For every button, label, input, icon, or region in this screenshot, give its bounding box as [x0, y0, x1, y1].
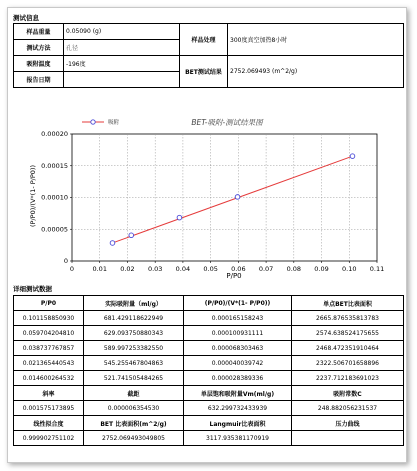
table-cell: 0.000028389336: [184, 371, 292, 386]
table-cell: 2237.712183691023: [292, 371, 404, 386]
table-cell: 681.429118622949: [84, 311, 184, 326]
x-tick-label: 0.07: [258, 265, 274, 273]
table-cell: 单层饱和吸附量Vm(ml/g): [184, 386, 292, 401]
table-cell: 0.000006354530: [84, 401, 184, 416]
table-cell: 0.000165158243: [184, 311, 292, 326]
chart-title: BET-吸附-测试结果图: [191, 118, 263, 127]
x-tick-label: 0.11: [369, 265, 385, 273]
table-cell: 545.255467804863: [84, 356, 184, 371]
summary-value-row: [14, 431, 404, 446]
chart-marks: [110, 154, 355, 245]
y-tick-label: 0.00010: [41, 193, 68, 202]
table-cell: 0.014600264532: [14, 371, 84, 386]
table-cell: P/P0: [14, 296, 84, 311]
section-title-test-info: 测试信息: [13, 14, 39, 22]
temp-label: 吸附温度: [14, 56, 64, 72]
table-cell: 2752.069493049805: [84, 431, 184, 446]
table-cell: 589.997253382550: [84, 341, 184, 356]
table-cell: 0.001575173895: [14, 401, 84, 416]
table-cell: 3117.935381170919: [184, 431, 292, 446]
legend-label: 吸附: [108, 120, 120, 126]
method-label: 测试方法: [14, 40, 64, 56]
treatment-label: 样品处理: [180, 24, 228, 56]
y-tick-label: 0.00015: [41, 161, 68, 170]
summary-header-row: [14, 416, 404, 431]
x-tick-label: 0.03: [147, 265, 163, 273]
temp-value: -196度: [64, 56, 180, 72]
table-cell: 629.093750880343: [84, 326, 184, 341]
table-cell: BET 比表面积(m^2/g): [84, 416, 184, 431]
bet-result-value: 2752.069493 (m^2/g): [228, 56, 404, 88]
bet-chart: [22, 116, 402, 284]
table-cell: 实际吸附量（ml/g）: [84, 296, 184, 311]
x-tick-label: 0.06: [231, 265, 246, 273]
table-cell: 248.882056231537: [292, 401, 404, 416]
table-header-row: [14, 296, 404, 311]
table-cell: 2468.472351910464: [292, 341, 404, 356]
y-tick-label: 0.00005: [41, 225, 68, 234]
test-info-table: [13, 23, 404, 88]
table-cell: 截距: [84, 386, 184, 401]
x-tick-label: 0: [69, 265, 75, 273]
data-point: [110, 241, 115, 246]
x-tick-label: 0.08: [286, 265, 302, 273]
table-cell: 0.101158850930: [14, 311, 84, 326]
bet-chart-svg: [22, 116, 402, 284]
legend-marker: [91, 120, 95, 124]
table-row: [14, 341, 404, 356]
table-cell: 吸附常数C: [292, 386, 404, 401]
table-cell: 0.999902751102: [14, 431, 84, 446]
chart-ticks: [41, 130, 384, 273]
report-sheet: [7, 7, 407, 463]
table-cell: 0.038737767857: [14, 341, 84, 356]
y-axis-label: (P/P0)/(V*(1- P/P0)): [29, 165, 37, 227]
sample-mass-label: 样品重量: [14, 24, 64, 40]
chart-grid: [72, 134, 377, 261]
x-tick-label: 0.04: [175, 265, 191, 273]
table-cell: 线性拟合度: [14, 416, 84, 431]
table-cell: 0.059704204810: [14, 326, 84, 341]
table-row: [14, 371, 404, 386]
table-cell: 521.741505484265: [84, 371, 184, 386]
table-cell: (P/P0)/(V*(1- P/P0)): [184, 296, 292, 311]
table-cell: [292, 431, 404, 446]
x-axis-label: P/P0: [226, 272, 242, 280]
treatment-value: 300度真空加热8小时: [228, 24, 404, 56]
sample-mass-value: 0.05090 (g): [64, 24, 180, 40]
table-cell: 632.299732433939: [184, 401, 292, 416]
details-table: [13, 295, 404, 446]
data-point: [235, 195, 240, 200]
fit-line: [112, 156, 352, 243]
table-cell: 0.021365440543: [14, 356, 84, 371]
x-tick-label: 0.10: [342, 265, 357, 273]
data-point: [177, 215, 182, 220]
table-cell: 0.000068303463: [184, 341, 292, 356]
y-tick-label: 0: [63, 257, 68, 265]
table-cell: 压力曲线: [292, 416, 404, 431]
table-cell: 斜率: [14, 386, 84, 401]
section-title-details: 详细测试数据: [13, 285, 52, 293]
table-row: [14, 356, 404, 371]
x-tick-label: 0.01: [92, 265, 107, 273]
date-value: [64, 72, 180, 88]
method-value: 孔径: [64, 40, 180, 56]
x-tick-label: 0.09: [314, 265, 329, 273]
table-cell: Langmuir比表面积: [184, 416, 292, 431]
date-label: 报告日期: [14, 72, 64, 88]
table-cell: 2322.506701658896: [292, 356, 404, 371]
table-cell: 0.000040039742: [184, 356, 292, 371]
data-point: [129, 233, 134, 238]
data-point: [350, 154, 355, 159]
x-tick-label: 0.05: [203, 265, 218, 273]
table-cell: 单点BET比表面积: [292, 296, 404, 311]
bet-result-label: BET测试结果: [180, 56, 228, 88]
y-tick-label: 0.00020: [41, 130, 68, 138]
table-cell: 2665.876535813783: [292, 311, 404, 326]
summary-value-row: [14, 401, 404, 416]
x-tick-label: 0.02: [120, 265, 135, 273]
table-cell: 2574.638524175655: [292, 326, 404, 341]
table-cell: 0.000100931111: [184, 326, 292, 341]
table-row: [14, 311, 404, 326]
summary-header-row: [14, 386, 404, 401]
table-row: [14, 326, 404, 341]
